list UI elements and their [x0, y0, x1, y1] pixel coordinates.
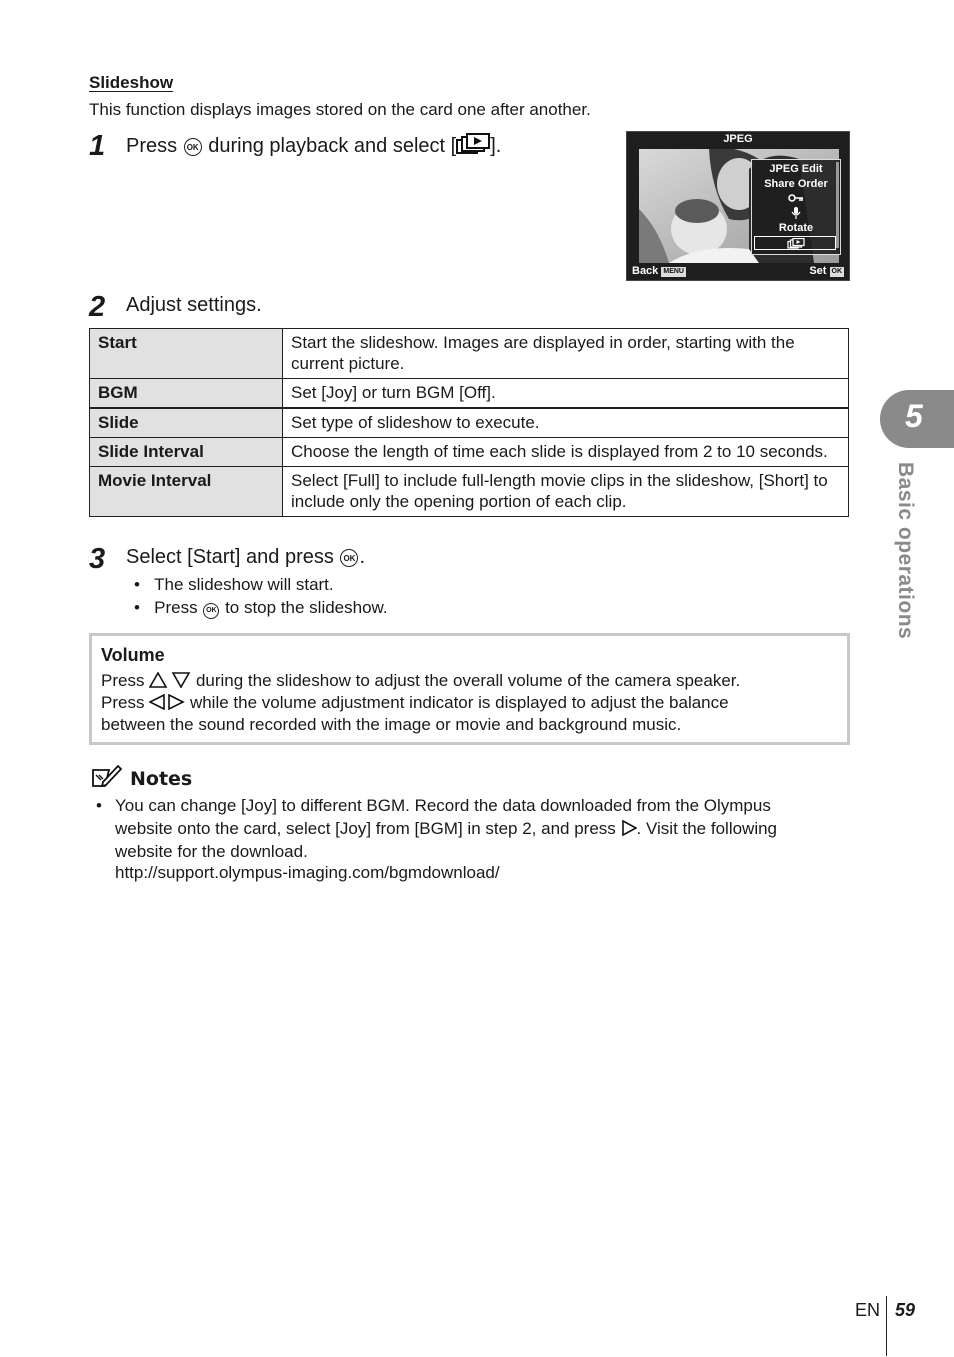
volume-info-box: [89, 633, 850, 745]
step-2-number: 2: [89, 291, 106, 323]
left-right-arrows-icon: [149, 693, 185, 712]
menu-item-rotate[interactable]: Rotate: [778, 222, 814, 234]
step-1-text: [126, 133, 501, 161]
step-2-text: Adjust settings.: [126, 294, 262, 316]
ok-button-tag: OK: [831, 268, 842, 275]
set-hint: [809, 265, 844, 277]
chapter-label: Basic operations: [894, 462, 917, 640]
up-down-arrows-icon: [149, 671, 191, 690]
menu-scrollbar: [836, 162, 839, 248]
menu-item-slideshow[interactable]: [754, 236, 836, 250]
menu-item-jpeg-edit[interactable]: JPEG Edit: [769, 163, 823, 175]
screen-title: JPEG: [723, 133, 753, 145]
note-line-3: website for the download.: [115, 842, 308, 861]
setting-value: Set type of slideshow to execute.: [283, 408, 849, 438]
setting-key: Movie Interval: [90, 467, 283, 517]
setting-value: Set [Joy] or turn BGM [Off].: [283, 379, 849, 409]
setting-value: Start the slideshow. Images are displayed in order, starting with the current picture.: [283, 329, 849, 379]
section-title: Slideshow: [89, 73, 174, 92]
note-line-2: [115, 819, 777, 839]
step-1-number: 1: [89, 130, 106, 162]
table-row: [90, 408, 849, 438]
ok-button-icon: OK: [203, 603, 219, 619]
camera-screen: [626, 131, 850, 281]
step-3-text-b: .: [359, 546, 366, 568]
table-row: [90, 438, 849, 467]
section-intro: This function displays images stored on the card one after another.: [89, 100, 591, 119]
note-bullet: •: [96, 796, 102, 815]
setting-key: BGM: [90, 379, 283, 409]
step-1-text-b: during playback and select [: [208, 135, 457, 157]
back-hint: [632, 265, 686, 277]
pencil-icon: [91, 764, 123, 793]
bullet-text: The slideshow will start.: [154, 575, 334, 594]
ok-button-icon: OK: [184, 138, 202, 156]
volume-line-2-b: while the volume adjustment indicator is displayed to adjust the balance: [189, 693, 729, 712]
setting-value: Select [Full] to include full-length movie clips in the slideshow, [Short] to include only the opening portion of each clip.: [283, 467, 849, 517]
setting-key: Slide Interval: [90, 438, 283, 467]
slideshow-icon: [456, 133, 490, 161]
table-row: [90, 467, 849, 517]
download-url[interactable]: http://support.olympus-imaging.com/bgmdownload/: [115, 863, 500, 882]
ok-button-icon: OK: [340, 549, 358, 567]
footer-language: EN: [855, 1300, 881, 1320]
microphone-icon[interactable]: [752, 207, 840, 222]
back-label: Back: [632, 265, 659, 277]
bullet-text-a: Press: [154, 598, 198, 617]
volume-line-1: [101, 671, 740, 691]
table-row: [90, 329, 849, 379]
settings-table: [89, 328, 849, 517]
volume-line-2: [101, 693, 729, 713]
menu-button-tag: MENU: [663, 268, 684, 275]
note-line-1: You can change [Joy] to different BGM. Record the data downloaded from the Olympus: [115, 796, 771, 815]
table-row: [90, 379, 849, 409]
list-item: • Press OK to stop the slideshow.: [134, 598, 388, 617]
setting-key: Start: [90, 329, 283, 379]
chapter-number: 5: [905, 398, 923, 434]
volume-line-3: between the sound recorded with the image or movie and background music.: [101, 715, 682, 734]
volume-line-2-a: Press: [101, 693, 145, 712]
volume-title: Volume: [101, 645, 165, 665]
menu-item-share-order[interactable]: Share Order: [764, 178, 828, 190]
playback-menu: [751, 159, 841, 255]
setting-key: Slide: [90, 408, 283, 438]
key-icon[interactable]: [752, 193, 840, 206]
step-3-text-a: Select [Start] and press: [126, 546, 334, 568]
step-3-number: 3: [89, 543, 106, 575]
right-arrow-icon: [621, 819, 637, 838]
step-1-text-c: ].: [490, 135, 502, 157]
page-number: 59: [895, 1300, 916, 1320]
note-line-2-b: . Visit the following: [636, 819, 778, 838]
list-item: • The slideshow will start.: [134, 575, 334, 594]
set-label: Set: [809, 265, 827, 277]
volume-line-1-a: Press: [101, 671, 145, 690]
bullet-text-b: to stop the slideshow.: [225, 598, 388, 617]
volume-line-1-b: during the slideshow to adjust the overall volume of the camera speaker.: [195, 671, 741, 690]
notes-title: Notes: [130, 768, 193, 790]
note-line-2-a: website onto the card, select [Joy] from [BGM] in step 2, and press: [115, 819, 616, 838]
setting-value: Choose the length of time each slide is displayed from 2 to 10 seconds.: [283, 438, 849, 467]
step-1-text-a: Press: [126, 135, 178, 157]
footer-divider: [886, 1296, 887, 1356]
step-3-text: [126, 546, 365, 569]
